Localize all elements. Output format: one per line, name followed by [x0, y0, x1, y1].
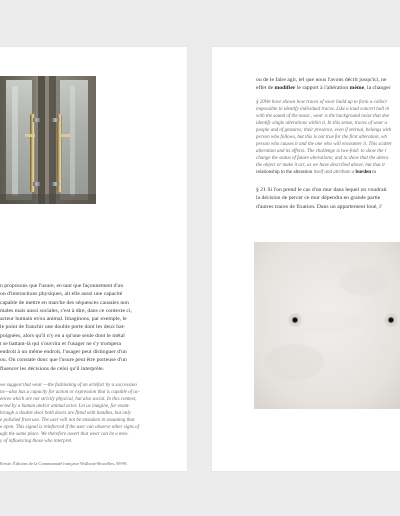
text-line: endroit à un même endroit, l'usager peut distinguer d'un [0, 349, 127, 355]
text-line: § 21 Si l'on prend le cas d'un mur dans lequel on voudrait [256, 187, 387, 193]
translation-line: person who causes it and the one who will encounter it. This scatter [256, 142, 392, 148]
last-line-italic: itself and attribute a [313, 170, 356, 176]
text-line: fluencer les décisions de celui qu'il interprète. [0, 365, 105, 372]
text-line: effet de modifier le rapport à l'altération même, la changer [256, 85, 391, 92]
last-line-plain: relationship to the alteration [256, 170, 314, 176]
text-line: ou de le faire agir, tel que nous l'avons décrit jusqu'ici, ne [256, 77, 387, 83]
translation-line: ected by a human and/or animal actor. Let us imagine, for exam- [0, 404, 130, 410]
translation-line: e open. This signal is reinforced if the user can observe other signs of [0, 425, 140, 431]
translation-line: we suggest that wear —the fashioning of an artefact by a succession [0, 383, 137, 388]
left-body-paragraph [0, 282, 132, 373]
translation-line: alteration and its effects. The challenge is two-fold: to show the r [256, 149, 387, 155]
right-paragraph-21 [256, 186, 387, 211]
translation-line: ns—also has a capacity for action or expression that is capable of ac- [0, 390, 140, 396]
translation-line: ugh the same place. We therefore assert that wear can be a mes- [0, 432, 129, 438]
door-handles-image [0, 76, 96, 204]
translation-line: identify single alterations within it. In this sense, traces of wear a [256, 121, 387, 127]
door-handles-photo [0, 76, 96, 204]
translation-line: impossible to identify individual traces. Like a loud concert hall in [256, 107, 390, 113]
text-line: poignées, alors qu'il n'y en a qu'une seule dont le métal [0, 332, 125, 339]
wall-holes-image [254, 242, 400, 409]
left-footnote: Eerste. Éditions de la Communauté française Wallonie-Bruxelles, 88-99. [0, 461, 128, 466]
translation-line: y of influencing those who interpret. [0, 439, 73, 445]
translation-line: people and of gestures; their presence, even if eternal, belongs with [256, 128, 392, 134]
text-line: capable de mettre en marche des séquences causales non [0, 299, 129, 306]
translation-line: e polished from use. The user will not be mistaken in assuming that [0, 418, 135, 424]
text-line: n proposons que l'usure, en tant que façonnement d'un [0, 283, 124, 289]
translation-line: § 20We have shown how traces of wear build up to form a collect [256, 100, 387, 105]
translation-last-line [256, 169, 392, 176]
translation-line: hrough a double door both doors are fitted with handles, but only [0, 411, 132, 417]
right-top-paragraph [256, 76, 391, 93]
text-line: d'autres traces de fixation. Dans un appartement loué, l' [256, 203, 382, 210]
left-english-translation [0, 382, 140, 445]
left-page [0, 47, 187, 471]
right-english-translation [256, 99, 392, 177]
text-line: ou. On constate donc que l'usure peut être porteuse d'un [0, 357, 127, 364]
translation-line: person who follows, but this is not true for the first alteration, wh [256, 135, 387, 141]
last-line-end: to [371, 170, 377, 176]
wall-holes-photo [254, 242, 400, 409]
text-line: t se battant-là qui s'ouvrira et l'usager ne s'y trompera [0, 340, 122, 347]
translation-line: with the sound of the music, wear is the background noise that doe [256, 114, 390, 120]
translation-line: the object or make it act, as we have described above, but that it [256, 163, 385, 169]
right-page [212, 47, 400, 471]
translation-line: ences which are not strictly physical, but also social. In this context, [0, 397, 137, 403]
text-line: acteur humain et/ou animal. Imaginons, par exemple, le [0, 316, 127, 322]
text-line: la décision de percer ce mur dépendra en grande partie [256, 195, 381, 202]
text-line: le point de franchir une double porte dont les deux bat- [0, 324, 126, 331]
translation-line: change the status of future alterations; and to show that the altera [256, 156, 389, 162]
text-line: males mais aussi sociales, c'est à dire, dans ce contexte ci, [0, 307, 132, 314]
last-line-bold: burden [355, 170, 371, 176]
text-line: on d'interactions physiques, ait elle aussi une capacité [0, 291, 123, 298]
